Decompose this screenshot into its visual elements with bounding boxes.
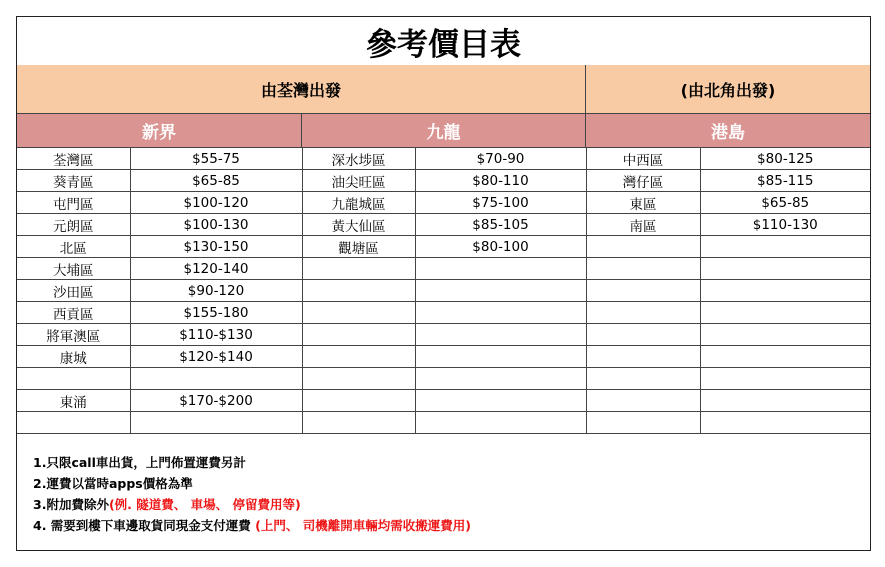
price-cell <box>415 302 586 324</box>
district-cell <box>302 302 415 324</box>
district-cell <box>302 346 415 368</box>
price-cell <box>415 412 586 434</box>
district-cell <box>302 324 415 346</box>
price-cell <box>130 412 302 434</box>
district-cell <box>302 258 415 280</box>
note-4-highlight: (上門、 司機離開車輛均需收搬運費用) <box>255 518 471 533</box>
region-header-hong-kong-island: 港島 <box>586 114 870 148</box>
price-cell: $100-120 <box>130 192 302 214</box>
price-cell: $110-$130 <box>130 324 302 346</box>
district-cell: 深水埗區 <box>302 148 415 170</box>
district-cell: 黃大仙區 <box>302 214 415 236</box>
price-cell: $90-120 <box>130 280 302 302</box>
district-cell: 中西區 <box>586 148 700 170</box>
price-cell <box>415 368 586 390</box>
district-cell: 康城 <box>17 346 130 368</box>
price-cell <box>700 390 870 412</box>
district-cell: 大埔區 <box>17 258 130 280</box>
district-cell: 將軍澳區 <box>17 324 130 346</box>
price-cell: $120-$140 <box>130 346 302 368</box>
note-3-text: 3.附加費除外 <box>33 497 109 512</box>
district-cell: 灣仔區 <box>586 170 700 192</box>
price-cell <box>415 280 586 302</box>
region-header-kowloon: 九龍 <box>302 114 586 148</box>
table-row <box>17 346 870 368</box>
price-cell: $120-140 <box>130 258 302 280</box>
price-cell <box>415 346 586 368</box>
table-row <box>17 280 870 302</box>
district-cell <box>586 258 700 280</box>
table-row <box>17 390 870 412</box>
table-row <box>17 214 870 236</box>
price-cell: $80-100 <box>415 236 586 258</box>
district-cell: 屯門區 <box>17 192 130 214</box>
price-cell <box>700 368 870 390</box>
notes-section <box>33 452 853 536</box>
table-row <box>17 368 870 390</box>
district-cell <box>302 368 415 390</box>
note-1 <box>33 452 853 473</box>
district-cell: 觀塘區 <box>302 236 415 258</box>
district-cell: 北區 <box>17 236 130 258</box>
price-cell: $75-100 <box>415 192 586 214</box>
district-cell: 沙田區 <box>17 280 130 302</box>
origin-header-tsuen-wan: 由荃灣出發 <box>17 65 586 114</box>
table-row <box>17 258 870 280</box>
district-cell <box>586 236 700 258</box>
price-cell <box>700 280 870 302</box>
district-cell: 西貢區 <box>17 302 130 324</box>
price-cell <box>700 346 870 368</box>
price-cell: $170-$200 <box>130 390 302 412</box>
table-row <box>17 412 870 434</box>
price-cell: $65-85 <box>700 192 870 214</box>
table-row <box>17 236 870 258</box>
district-cell <box>586 390 700 412</box>
price-table-sheet <box>16 16 871 551</box>
note-3-highlight: (例. 隧道費、 車場、 停留費用等) <box>108 497 301 512</box>
district-cell <box>17 368 130 390</box>
price-cell <box>130 368 302 390</box>
region-header-new-territories: 新界 <box>17 114 302 148</box>
price-cell <box>700 236 870 258</box>
price-cell <box>415 258 586 280</box>
district-cell: 元朗區 <box>17 214 130 236</box>
table-row <box>17 170 870 192</box>
district-cell <box>302 280 415 302</box>
district-cell <box>586 368 700 390</box>
price-cell: $55-75 <box>130 148 302 170</box>
note-2 <box>33 473 853 494</box>
district-cell: 荃灣區 <box>17 148 130 170</box>
district-cell <box>302 412 415 434</box>
price-cell: $80-125 <box>700 148 870 170</box>
district-cell <box>17 412 130 434</box>
table-row <box>17 302 870 324</box>
district-cell: 南區 <box>586 214 700 236</box>
price-cell <box>700 412 870 434</box>
table-row <box>17 324 870 346</box>
district-cell <box>586 412 700 434</box>
district-cell <box>586 324 700 346</box>
district-cell <box>586 280 700 302</box>
district-cell <box>302 390 415 412</box>
note-3 <box>33 494 853 515</box>
price-cell: $130-150 <box>130 236 302 258</box>
district-cell: 東涌 <box>17 390 130 412</box>
note-4-text: 4. 需要到樓下車邊取貨同現金支付運費 <box>33 518 256 533</box>
price-cell: $65-85 <box>130 170 302 192</box>
price-cell <box>700 324 870 346</box>
price-cell <box>415 390 586 412</box>
price-cell: $85-105 <box>415 214 586 236</box>
price-grid <box>17 148 870 434</box>
district-cell <box>586 346 700 368</box>
price-cell: $85-115 <box>700 170 870 192</box>
price-cell <box>700 258 870 280</box>
price-cell: $70-90 <box>415 148 586 170</box>
page-title: 參考價目表 <box>17 17 870 66</box>
table-row <box>17 148 870 170</box>
price-cell: $80-110 <box>415 170 586 192</box>
table-row <box>17 192 870 214</box>
price-cell: $110-130 <box>700 214 870 236</box>
district-cell: 東區 <box>586 192 700 214</box>
price-cell <box>700 302 870 324</box>
price-cell: $155-180 <box>130 302 302 324</box>
origin-header-north-point: (由北角出發) <box>586 65 870 114</box>
district-cell: 油尖旺區 <box>302 170 415 192</box>
note-2-text: 2.運費以當時apps價格為準 <box>33 476 193 491</box>
note-4 <box>33 515 853 536</box>
price-cell <box>415 324 586 346</box>
district-cell: 葵青區 <box>17 170 130 192</box>
price-cell: $100-130 <box>130 214 302 236</box>
note-1-text: 1.只限call車出貨，上門佈置運費另計 <box>33 455 246 470</box>
district-cell: 九龍城區 <box>302 192 415 214</box>
district-cell <box>586 302 700 324</box>
